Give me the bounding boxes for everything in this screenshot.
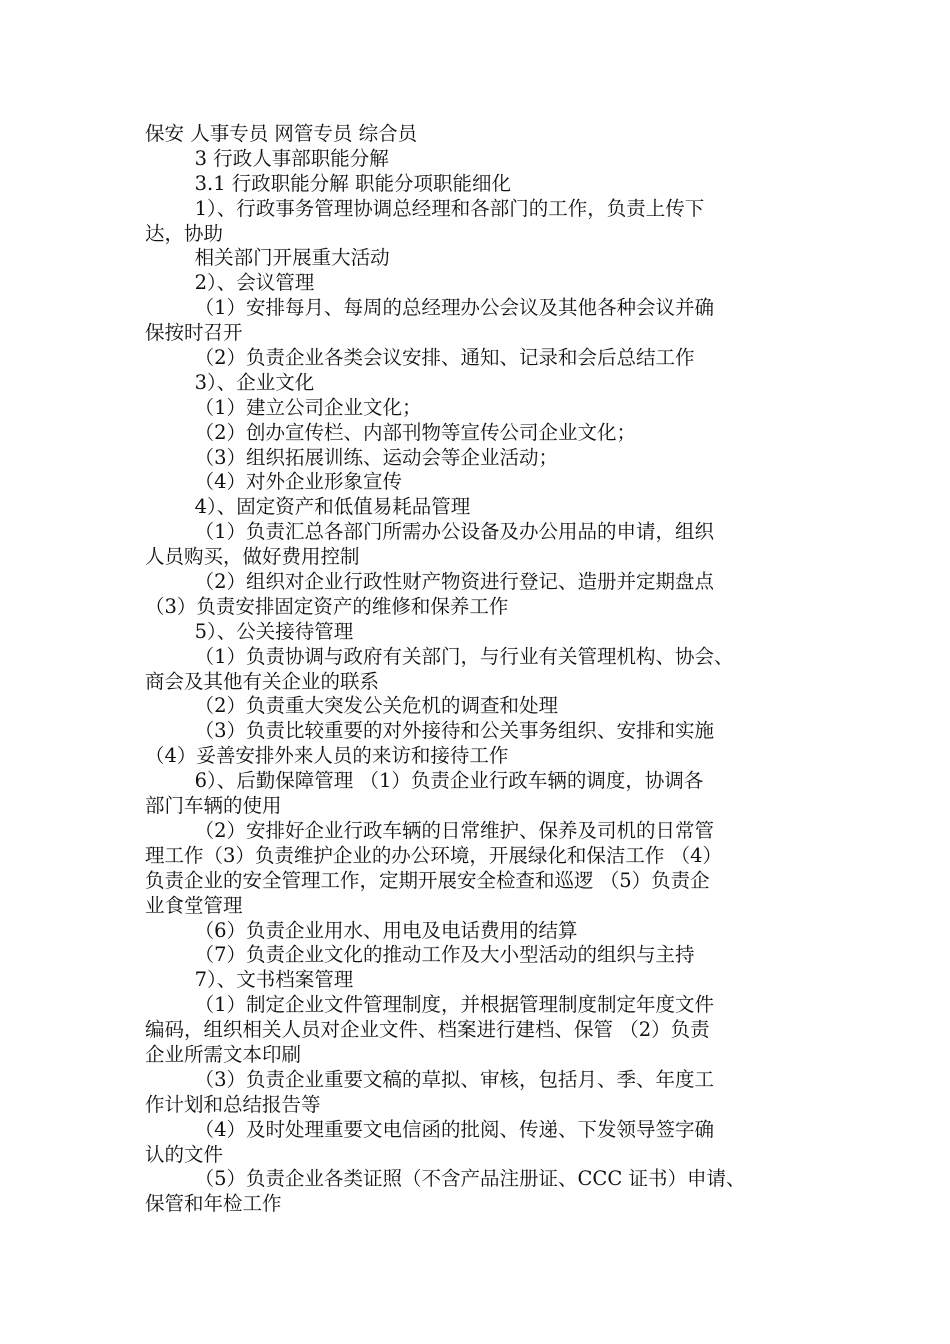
text-line: （1）安排每月、每周的总经理办公会议及其他各种会议并确 (145, 296, 714, 320)
text-line: 人员购买，做好费用控制 (145, 545, 360, 569)
text-line: （1）建立公司企业文化； (145, 395, 422, 419)
text-line: 达，协助 (145, 221, 224, 245)
text-line: 商会及其他有关企业的联系 (145, 669, 380, 693)
text-line: （4）对外企业形象宣传 (145, 470, 402, 494)
subsection-heading: 3.1 行政职能分解 职能分项职能细化 (145, 171, 511, 195)
text-line: （3）负责企业重要文稿的草拟、审核，包括月、季、年度工 (145, 1067, 714, 1091)
text-line: （2）组织对企业行政性财产物资进行登记、造册并定期盘点 (145, 570, 714, 594)
text-line: （2）负责重大突发公关危机的调查和处理 (145, 694, 558, 718)
text-line: 作计划和总结报告等 (145, 1092, 321, 1116)
text-line: 企业所需文本印刷 (145, 1042, 302, 1066)
text-line: 相关部门开展重大活动 (145, 246, 390, 270)
text-line: 负责企业的安全管理工作，定期开展安全检查和巡逻 （5）负责企 (145, 868, 710, 892)
text-line: （2）创办宣传栏、内部刊物等宣传公司企业文化； (145, 420, 636, 444)
text-line: 保安 人事专员 网管专员 综合员 (145, 122, 418, 145)
text-line: （2）安排好企业行政车辆的日常维护、保养及司机的日常管 (145, 818, 714, 842)
text-line: 5）、公关接待管理 (145, 619, 354, 643)
text-line: 保管和年检工作 (145, 1192, 282, 1216)
text-line: （3）组织拓展训练、运动会等企业活动； (145, 445, 558, 469)
text-line: （1）负责汇总各部门所需办公设备及办公用品的申请，组织 (145, 520, 714, 544)
text-line: 部门车辆的使用 (145, 794, 282, 818)
text-line: （1）负责协调与政府有关部门，与行业有关管理机构、协会、 (145, 644, 734, 668)
text-line: 业食堂管理 (145, 893, 243, 917)
text-line: （6）负责企业用水、用电及电话费用的结算 (145, 918, 578, 942)
text-line: 3）、企业文化 (145, 370, 315, 394)
text-line: 认的文件 (145, 1142, 224, 1166)
text-line: （4）妥善安排外来人员的来访和接待工作 (145, 744, 509, 768)
text-line: （7）负责企业文化的推动工作及大小型活动的组织与主持 (145, 943, 695, 967)
text-line: （5）负责企业各类证照（不含产品注册证、CCC 证书）申请、 (145, 1167, 746, 1191)
text-line: 7）、文书档案管理 (145, 968, 354, 992)
text-line: 1）、行政事务管理协调总经理和各部门的工作，负责上传下 (145, 196, 705, 220)
text-line: 2）、会议管理 (145, 271, 315, 295)
text-line: 编码，组织相关人员对企业文件、档案进行建档、保管 （2）负责 (145, 1018, 710, 1042)
text-line: （2）负责企业各类会议安排、通知、记录和会后总结工作 (145, 346, 695, 370)
document-body (145, 122, 825, 1217)
text-line: 6）、后勤保障管理 （1）负责企业行政车辆的调度，协调各 (145, 769, 704, 793)
text-line: （4）及时处理重要文电信函的批阅、传递、下发领导签字确 (145, 1117, 714, 1141)
section-heading: 3 行政人事部职能分解 (145, 146, 389, 170)
text-line: 保按时召开 (145, 321, 243, 345)
text-line: 理工作（3）负责维护企业的办公环境，开展绿化和保洁工作 （4） (145, 843, 723, 867)
text-line: （3）负责比较重要的对外接待和公关事务组织、安排和实施 (145, 719, 714, 743)
text-line: （1）制定企业文件管理制度，并根据管理制度制定年度文件 (145, 993, 714, 1017)
text-line: 4）、固定资产和低值易耗品管理 (145, 495, 471, 519)
text-line: （3）负责安排固定资产的维修和保养工作 (145, 594, 509, 618)
